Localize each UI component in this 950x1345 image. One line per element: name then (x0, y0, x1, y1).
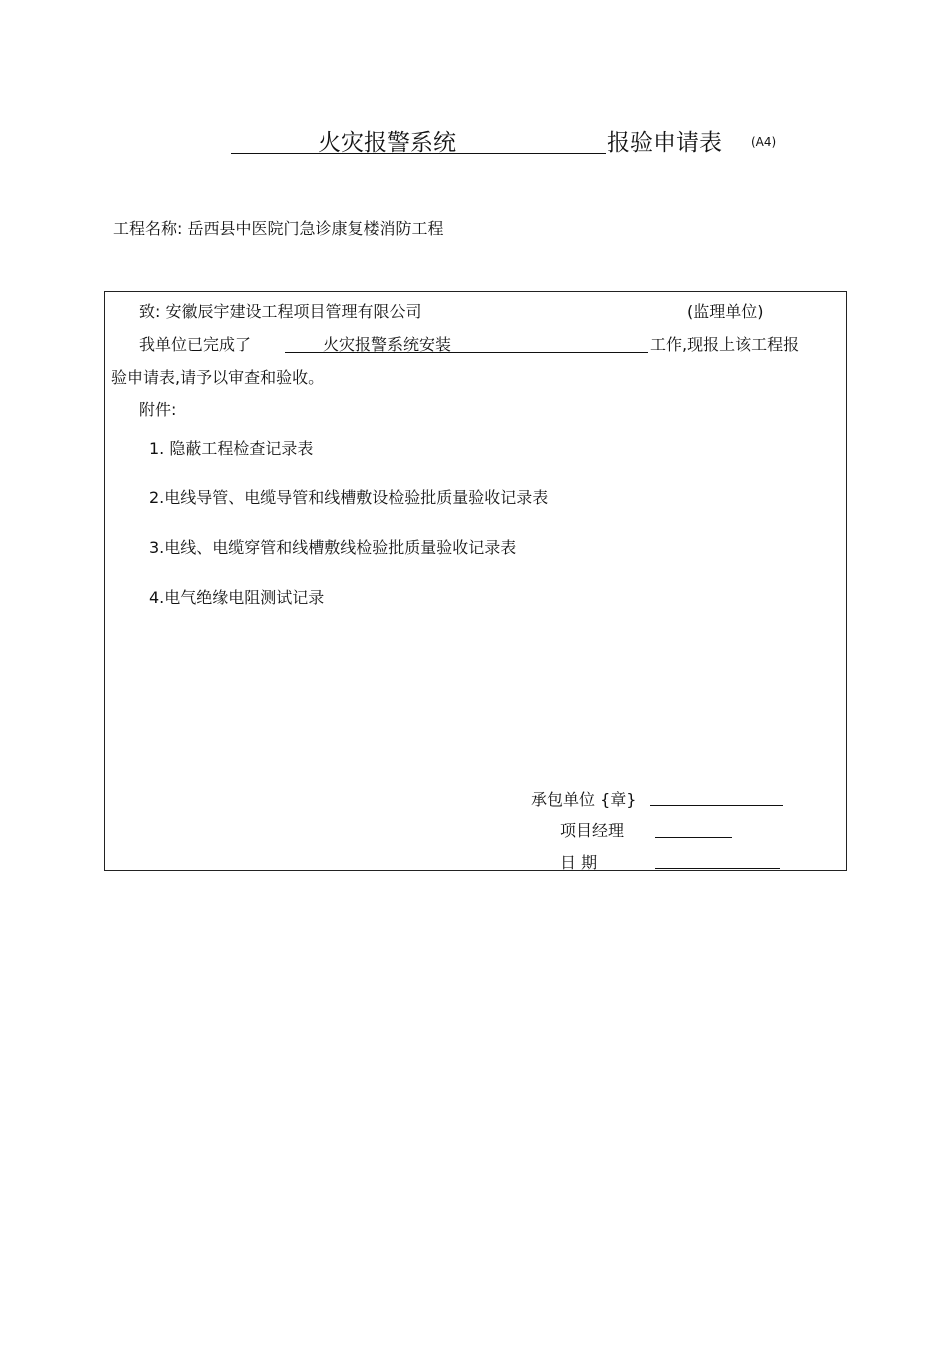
form-code: (A4) (751, 135, 777, 149)
date-line (655, 868, 780, 869)
to-company: 安徽辰宇建设工程项目管理有限公司 (165, 302, 422, 321)
attachments-label: 附件: (139, 400, 177, 419)
addressee-row (139, 299, 422, 322)
statement-prefix: 我单位已完成了 (139, 335, 252, 354)
project-label: 工程名称: (113, 219, 183, 238)
attachment-item: 4.电气绝缘电阻测试记录 (149, 588, 325, 607)
title-topic: 火灾报警系统 (318, 130, 456, 156)
contractor-signature-line (650, 805, 783, 806)
to-role: (监理单位) (687, 302, 764, 321)
work-item-underline (285, 352, 648, 353)
statement-suffix: 工作,现报上该工程报 (650, 335, 800, 354)
attachment-item: 3.电线、电缆穿管和线槽敷线检验批质量验收记录表 (149, 538, 517, 557)
attachment-item: 2.电线导管、电缆导管和线槽敷设检验批质量验收记录表 (149, 488, 549, 507)
manager-signature-line (655, 837, 732, 838)
project-name-row (113, 216, 444, 239)
contractor-label: 承包单位 {章} (531, 790, 637, 809)
manager-label: 项目经理 (560, 821, 625, 840)
statement-line2: 验申请表,请予以审查和验收。 (111, 368, 325, 387)
work-item: 火灾报警系统安装 (323, 335, 452, 354)
attachment-item: 1. 隐蔽工程检查记录表 (149, 439, 314, 458)
date-label: 日 期 (560, 853, 598, 872)
to-label: 致: (139, 302, 161, 321)
page-title: 报验申请表 (607, 130, 722, 156)
project-name: 岳西县中医院门急诊康复楼消防工程 (187, 219, 444, 238)
